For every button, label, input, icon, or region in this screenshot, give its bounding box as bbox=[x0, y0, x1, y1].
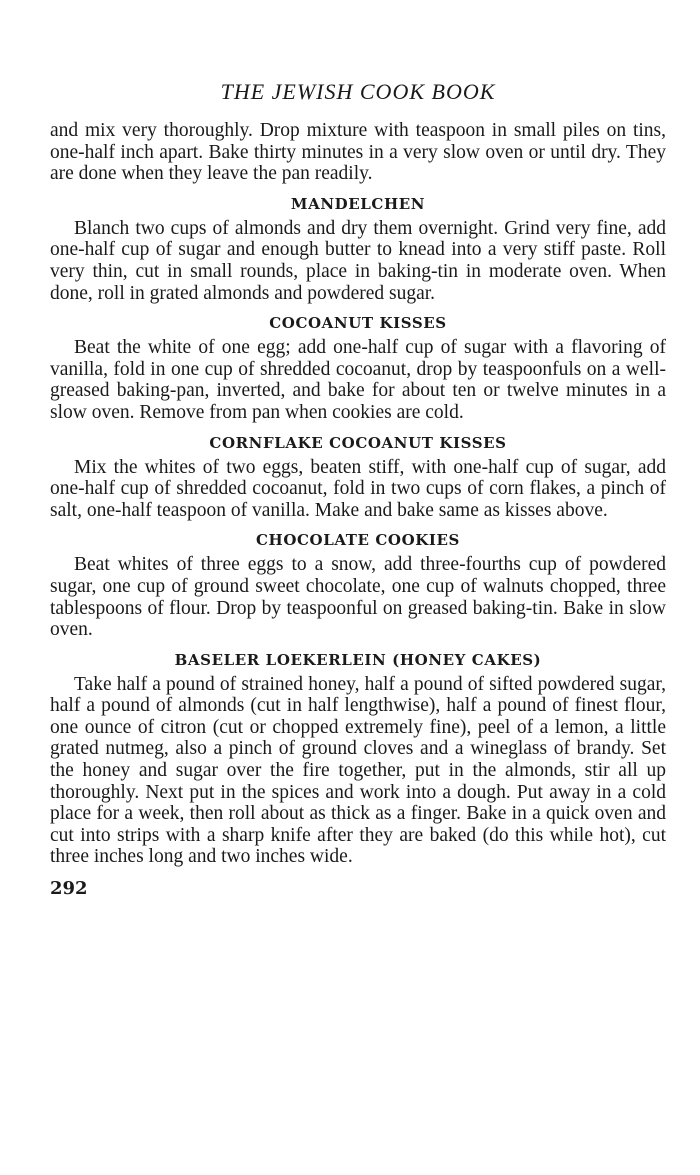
running-head: THE JEWISH COOK BOOK bbox=[220, 79, 496, 104]
recipe-text: Take half a pound of strained honey, half a pound of sifted powdered sugar, half a pound of almonds (cut in half lengthwise), half a pound of finest flour, one ounce of citron (cut or chopped extremely fine), peel of a lemon, a little grated nutmeg, also a pinch of ground cloves and a wineglass of brandy. Set the honey and sugar over the fire together, put in the almonds, stir all up thoroughly. Next put in the spices and work into a dough. Put away in a cold place for a week, then roll about as thick as a finger. Bake in a quick oven and cut into strips with a sharp knife after they are baked (do this while hot), cut three inches long and two inches wide. bbox=[50, 673, 666, 868]
book-page bbox=[50, 78, 666, 900]
recipe-text: Beat whites of three eggs to a snow, add three-fourths cup of powdered sugar, one cup of ground sweet chocolate, one cup of walnuts chopped, three tablespoons of flour. Drop by teaspoonful on greased baking-tin. Bake in slow oven. bbox=[50, 554, 666, 641]
recipe-title: BASELER LOEKERLEIN (HONEY CAKES) bbox=[174, 650, 542, 669]
recipe-mandelchen bbox=[50, 194, 666, 304]
recipe-chocolate-cookies bbox=[50, 530, 666, 640]
recipe-text: Blanch two cups of almonds and dry them overnight. Grind very fine, add one-half cup of sugar and enough butter to knead into a very stiff paste. Roll very thin, cut in small rounds, place in baking-tin in moderate oven. When done, roll in grated almonds and powdered sugar. bbox=[50, 217, 666, 304]
recipe-title: CORNFLAKE COCOANUT KISSES bbox=[209, 433, 507, 452]
continuation-paragraph: and mix very thoroughly. Drop mixture with teaspoon in small piles on tins, one-half inch apart. Bake thirty minutes in a very slow oven or until dry. They are done when they leave the pan readily. bbox=[50, 120, 666, 185]
recipe-text: Mix the whites of two eggs, beaten stiff, with one-half cup of sugar, add one-half cup of shredded cocoanut, fold in two cups of corn flakes, a pinch of salt, one-half teaspoon of vanilla. Make and bake same as kisses above. bbox=[50, 456, 666, 521]
recipe-cornflake-cocoanut-kisses bbox=[50, 433, 666, 522]
recipe-title: COCOANUT KISSES bbox=[269, 314, 447, 333]
recipe-title: CHOCOLATE COOKIES bbox=[256, 531, 460, 550]
recipe-text: Beat the white of one egg; add one-half cup of sugar with a flavoring of vanilla, fold in one cup of shredded cocoanut, drop by teaspoonfuls on a well-greased baking-pan, inverted, and bake for about ten or twelve minutes in a slow oven. Remove from pan when cookies are cold. bbox=[50, 337, 666, 423]
page-number: 292 bbox=[50, 878, 88, 900]
recipe-title: MANDELCHEN bbox=[290, 194, 426, 213]
recipe-cocoanut-kisses bbox=[50, 313, 666, 423]
recipe-baseler-loekerlein bbox=[50, 650, 666, 868]
